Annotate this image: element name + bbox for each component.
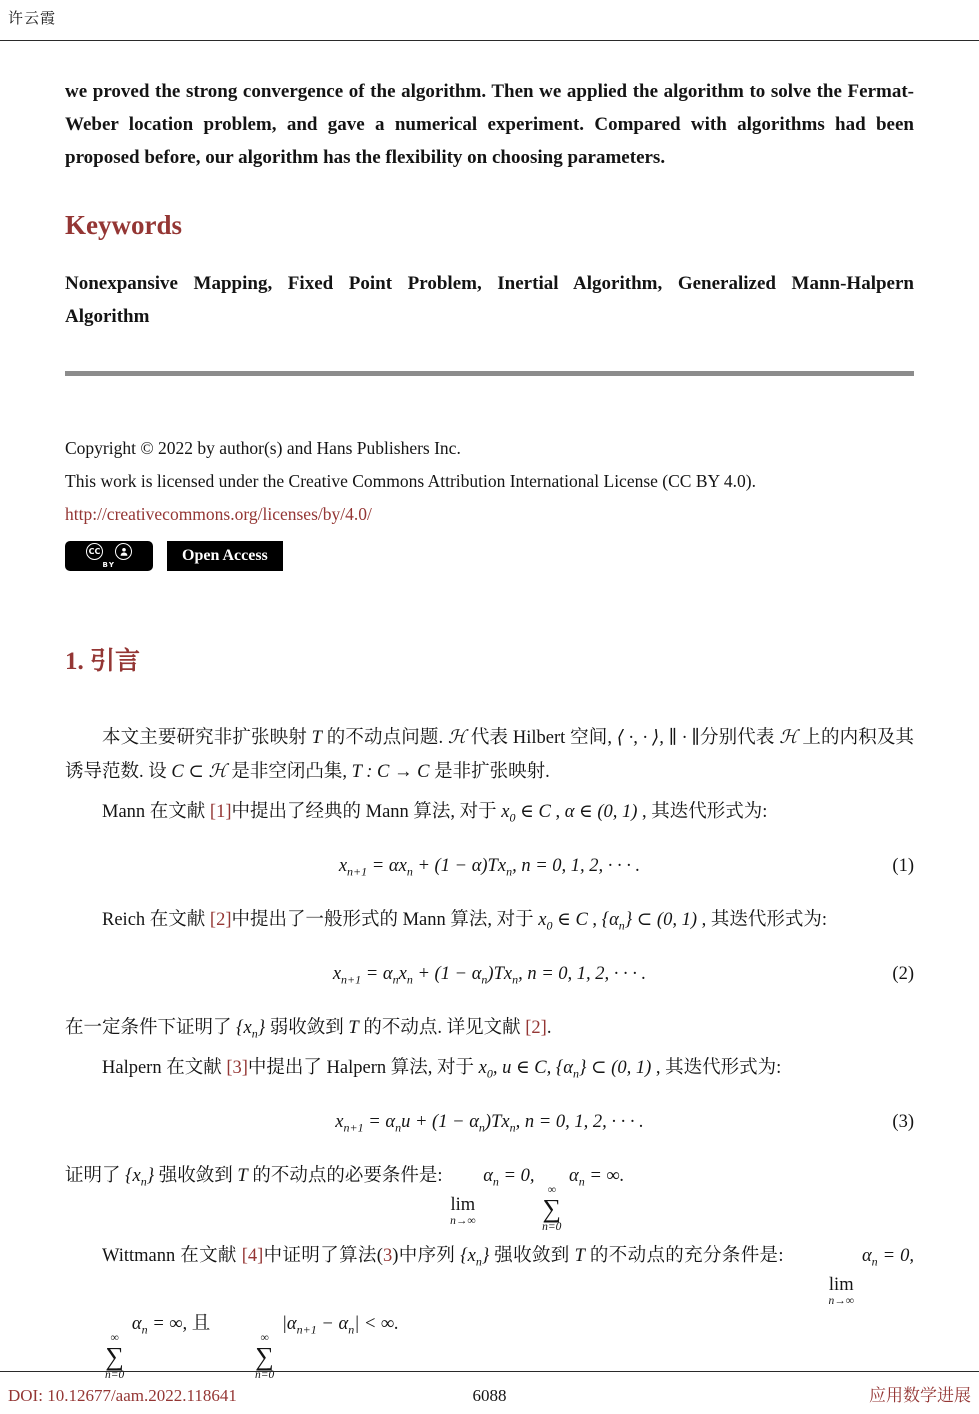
cc-by-badge[interactable] bbox=[65, 541, 153, 571]
text-segment: n bbox=[509, 1120, 516, 1135]
open-access-label: Open Access bbox=[182, 547, 268, 564]
text-segment: n bbox=[578, 1174, 585, 1189]
text-segment: T bbox=[348, 1018, 359, 1038]
text-segment: + (1 − α bbox=[412, 964, 482, 984]
text-segment: 是非扩张映射. bbox=[429, 762, 550, 782]
text-segment: 中提出了 Halpern 算法, 对于 bbox=[247, 1058, 479, 1078]
cc-logo-icon: CC bbox=[86, 543, 103, 560]
text-segment: 的不动点的必要条件是: bbox=[247, 1166, 448, 1186]
paragraph-necessary-condition bbox=[65, 1159, 914, 1233]
text-segment: − α bbox=[316, 1314, 349, 1335]
text-segment: u + (1 − α bbox=[401, 1112, 479, 1132]
text-segment: n+1 bbox=[347, 864, 368, 879]
text-segment: x bbox=[398, 964, 407, 984]
text-segment: Wittmann 在文献 bbox=[102, 1246, 242, 1267]
text-segment: 中证明了算法( bbox=[263, 1246, 383, 1267]
citation-ref-1[interactable]: [1] bbox=[209, 802, 232, 822]
text-segment: 代表 Hilbert 空间, bbox=[466, 728, 617, 748]
text-segment: , n = 0, 1, 2, · · · . bbox=[518, 964, 647, 984]
text-segment: ∈ C bbox=[552, 910, 588, 930]
text-segment: n bbox=[406, 972, 413, 987]
text-segment: n bbox=[141, 1322, 148, 1337]
equation-3-body bbox=[335, 1112, 644, 1135]
text-segment: 的不动点的充分条件是: bbox=[584, 1246, 789, 1267]
citation-ref-3[interactable]: [3] bbox=[226, 1058, 248, 1078]
text-segment: n bbox=[512, 972, 519, 987]
open-access-badge[interactable] bbox=[167, 541, 283, 571]
license-line: This work is licensed under the Creative Commons Attribution International License (CC BY 4.0). bbox=[65, 471, 756, 491]
text-segment: 0 bbox=[486, 1066, 493, 1081]
text-segment: 是非空闭凸集, bbox=[226, 762, 352, 782]
page-content bbox=[65, 0, 914, 1381]
page-footer bbox=[8, 1381, 971, 1406]
text-segment: Reich 在文献 bbox=[102, 910, 210, 930]
text-segment: x bbox=[478, 1058, 487, 1078]
text-segment: n+1 bbox=[341, 972, 362, 987]
text-segment: , bbox=[550, 802, 565, 822]
text-segment: x bbox=[332, 964, 342, 984]
text-segment: = ∞. bbox=[584, 1166, 625, 1186]
text-segment: n+1 bbox=[296, 1322, 317, 1337]
text-segment: , 其迭代形式为: bbox=[651, 1058, 782, 1078]
text-segment: 强收敛到 bbox=[489, 1246, 575, 1267]
text-segment: α ∈ (0, 1) bbox=[564, 802, 638, 822]
footer-divider bbox=[0, 1371, 979, 1372]
text-segment: = ∞, bbox=[147, 1314, 192, 1335]
paragraph-reich bbox=[65, 903, 914, 937]
text-segment: T : C → C bbox=[351, 762, 430, 782]
text-segment: T bbox=[574, 1246, 585, 1267]
equation-2 bbox=[65, 957, 914, 991]
equation-3 bbox=[65, 1105, 914, 1139]
text-segment: n bbox=[406, 864, 413, 879]
equation-1-body bbox=[338, 856, 641, 879]
paragraph-halpern bbox=[65, 1051, 914, 1085]
text-segment: T bbox=[311, 728, 322, 748]
text-segment: | < ∞. bbox=[354, 1314, 399, 1335]
text-segment: n bbox=[618, 918, 625, 933]
text-segment: n bbox=[573, 1066, 580, 1081]
text-segment: ∞ ∑ n=0 bbox=[542, 1184, 562, 1234]
text-segment: x bbox=[338, 856, 348, 876]
text-segment: lim n→∞ bbox=[828, 1275, 854, 1308]
text-segment: } bbox=[481, 1246, 490, 1267]
text-segment: 的不动点. 详见文献 bbox=[358, 1018, 526, 1038]
text-segment: = α bbox=[361, 964, 393, 984]
text-segment: } bbox=[146, 1166, 155, 1186]
text-segment: n bbox=[871, 1254, 878, 1269]
text-segment: . bbox=[546, 1018, 552, 1038]
equation-3-number: (3) bbox=[892, 1112, 914, 1132]
citation-ref-2[interactable]: [2] bbox=[209, 910, 232, 930]
text-segment: x bbox=[335, 1112, 344, 1132]
text-segment: ∞ ∑ n=0 bbox=[105, 1332, 125, 1382]
text-segment: {α bbox=[601, 910, 619, 930]
text-segment: {α bbox=[555, 1058, 574, 1078]
text-segment: 在一定条件下证明了 bbox=[65, 1018, 237, 1038]
text-segment: , 其迭代形式为: bbox=[697, 910, 828, 930]
equation-1-number: (1) bbox=[892, 856, 914, 876]
text-segment: } bbox=[257, 1018, 266, 1038]
equation-ref-3[interactable]: 3 bbox=[382, 1246, 393, 1267]
text-segment: n bbox=[506, 864, 513, 879]
text-segment: lim n→∞ bbox=[450, 1195, 476, 1228]
text-segment: )Tx bbox=[484, 1112, 510, 1132]
paragraph-wittmann bbox=[65, 1239, 914, 1381]
cc-by-label: BY bbox=[102, 561, 116, 569]
text-segment: α bbox=[127, 1314, 142, 1335]
text-segment: n bbox=[395, 1120, 402, 1135]
text-segment: 弱收敛到 bbox=[265, 1018, 349, 1038]
cc-icons-row bbox=[86, 543, 132, 560]
text-segment: , n = 0, 1, 2, · · · . bbox=[515, 1112, 644, 1132]
section-divider-bar bbox=[65, 371, 914, 376]
abstract-text: we proved the strong convergence of the algorithm. Then we applied the algorithm to solve the Fermat-Weber location problem, and gave a numerical experiment. Compared with algorithms had been proposed before, our algorithm has the flexibility on choosing parameters. bbox=[65, 81, 914, 168]
keywords-text: Nonexpansive Mapping, Fixed Point Problem, Inertial Algorithm, Generalized Mann-Halpern Algorithm bbox=[65, 273, 914, 327]
text-segment: = α bbox=[363, 1112, 396, 1132]
copyright-line: Copyright © 2022 by author(s) and Hans Publishers Inc. bbox=[65, 438, 461, 458]
text-segment: T bbox=[237, 1166, 248, 1186]
keywords-heading: Keywords bbox=[65, 210, 182, 240]
text-segment: , bbox=[587, 910, 602, 930]
text-segment: 中提出了一般形式的 Mann 算法, 对于 bbox=[231, 910, 539, 930]
equation-2-number: (2) bbox=[892, 964, 914, 984]
page-number: 6088 bbox=[472, 1386, 507, 1405]
text-segment: , u ∈ C, bbox=[492, 1058, 556, 1078]
text-segment: ⟨ ·, · ⟩, ∥ · ∥ bbox=[616, 728, 700, 748]
text-segment: = 0, bbox=[498, 1166, 540, 1186]
text-segment: n bbox=[478, 1120, 485, 1135]
citation-ref-4[interactable]: [4] bbox=[241, 1246, 264, 1267]
text-segment: n bbox=[140, 1174, 147, 1189]
text-segment: α bbox=[478, 1166, 493, 1186]
text-segment: 上的内积及其诱导范数. 设 bbox=[65, 728, 914, 782]
text-segment: C ⊂ ℋ bbox=[171, 762, 227, 782]
text-segment: α bbox=[564, 1166, 579, 1186]
section-heading-introduction: 1. 引言 bbox=[65, 648, 141, 675]
author-name: 许云霞 bbox=[8, 11, 57, 27]
text-segment: ℋ bbox=[779, 728, 798, 748]
text-segment: n bbox=[481, 972, 488, 987]
text-segment: )Tx bbox=[487, 964, 513, 984]
person-icon bbox=[115, 543, 132, 560]
equation-2-body bbox=[332, 964, 647, 987]
text-segment: 且 bbox=[191, 1314, 215, 1335]
text-segment: ℋ bbox=[447, 728, 467, 748]
text-segment: {x bbox=[125, 1166, 141, 1186]
text-segment: 0 bbox=[546, 918, 553, 933]
text-segment: n bbox=[251, 1026, 258, 1041]
text-segment: n+1 bbox=[343, 1120, 364, 1135]
text-segment: 本文主要研究非扩张映射 bbox=[102, 728, 312, 748]
citation-ref-2[interactable]: [2] bbox=[525, 1018, 547, 1038]
text-segment: n bbox=[348, 1322, 355, 1337]
text-segment: ∈ C bbox=[515, 802, 551, 822]
text-segment: {x bbox=[236, 1018, 252, 1038]
footer-doi-link[interactable]: DOI: 10.12677/aam.2022.118641 bbox=[8, 1386, 237, 1405]
text-segment: } ⊂ (0, 1) bbox=[624, 910, 698, 930]
paragraph-overview bbox=[65, 721, 914, 789]
text-segment: = αx bbox=[367, 856, 407, 876]
license-badges bbox=[65, 541, 914, 571]
journal-name-link[interactable]: 应用数学进展 bbox=[869, 1386, 971, 1405]
text-segment: |α bbox=[277, 1314, 297, 1335]
paragraph-mann bbox=[65, 795, 914, 829]
text-segment: Halpern 在文献 bbox=[102, 1058, 227, 1078]
text-segment: Mann 在文献 bbox=[102, 802, 210, 822]
text-segment: n bbox=[492, 1174, 499, 1189]
text-segment: x bbox=[538, 910, 547, 930]
text-segment: )中序列 bbox=[392, 1246, 461, 1267]
text-segment: 证明了 bbox=[65, 1166, 126, 1186]
text-segment: } ⊂ (0, 1) bbox=[579, 1058, 652, 1078]
text-segment: + (1 − α)Tx bbox=[412, 856, 507, 876]
text-segment: x bbox=[501, 802, 510, 822]
equation-1 bbox=[65, 849, 914, 883]
paragraph-weak-convergence bbox=[65, 1011, 914, 1045]
text-segment: n bbox=[392, 972, 399, 987]
text-segment: α bbox=[856, 1246, 872, 1267]
text-segment: , 其迭代形式为: bbox=[637, 802, 768, 822]
text-segment: = 0, bbox=[877, 1246, 914, 1267]
text-segment: 分别代表 bbox=[699, 728, 780, 748]
text-segment: 中提出了经典的 Mann 算法, 对于 bbox=[231, 802, 502, 822]
text-segment: 0 bbox=[509, 810, 516, 825]
text-segment: 的不动点问题. bbox=[321, 728, 448, 748]
license-url-link[interactable]: http://creativecommons.org/licenses/by/4.0/ bbox=[65, 504, 372, 524]
text-segment: , n = 0, 1, 2, · · · . bbox=[512, 856, 641, 876]
license-block bbox=[65, 432, 914, 531]
text-segment: 强收敛到 bbox=[154, 1166, 238, 1186]
text-segment: n bbox=[475, 1254, 482, 1269]
text-segment: {x bbox=[460, 1246, 476, 1267]
text-segment: ∞ ∑ n=0 bbox=[254, 1332, 275, 1382]
